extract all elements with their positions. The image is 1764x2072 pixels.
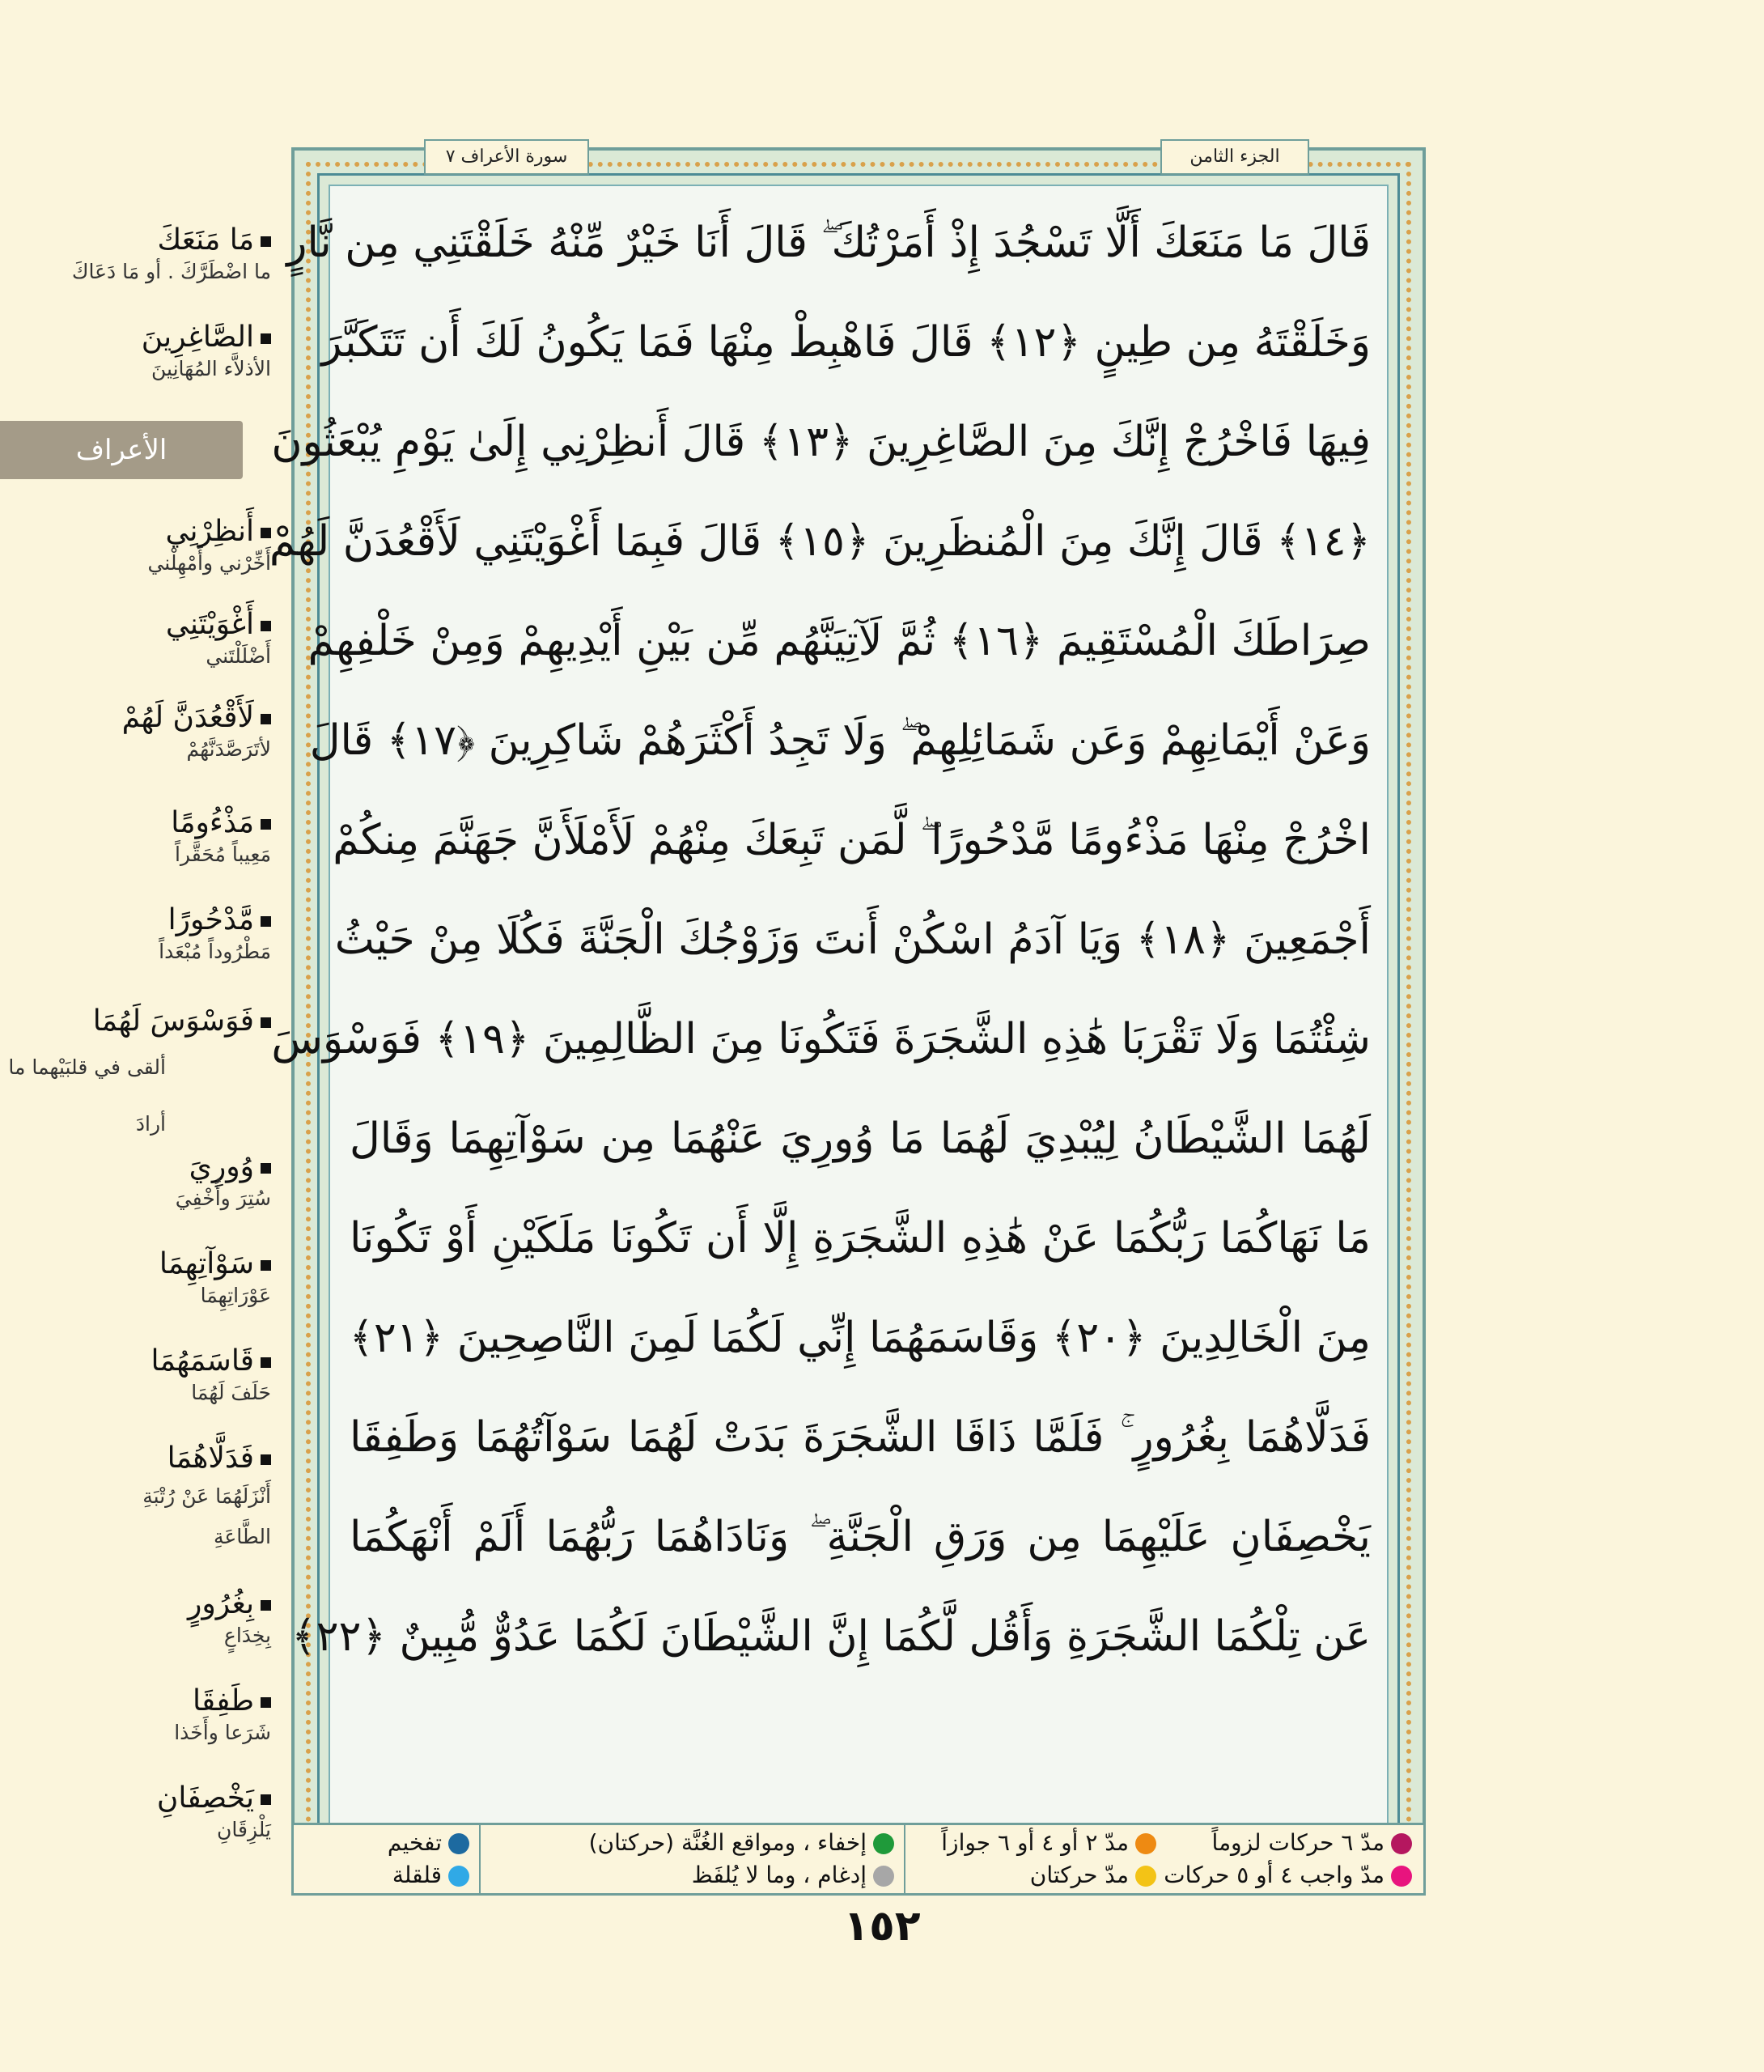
bullet-square-icon bbox=[261, 621, 271, 631]
surah-header: سورة الأعراف ٧ bbox=[424, 139, 589, 175]
quran-line: فِيهَا فَاخْرُجْ إِنَّكَ مِنَ الصَّاغِرِينَ ﴿١٣﴾ قَالَ أَنظِرْنِي إِلَىٰ يَوْمِ يُبْعَثُونَ bbox=[271, 418, 1371, 466]
glossary-item bbox=[4, 223, 271, 286]
legend-column-tafkheem bbox=[294, 1825, 481, 1893]
glossary-word: طَفِقَا bbox=[4, 1684, 271, 1719]
glossary-meaning: ألقى في قلبَيْهما ما أرادَ bbox=[8, 1055, 166, 1136]
quran-line: قَالَ مَا مَنَعَكَ أَلَّا تَسْجُدَ إِذْ أَمَرْتُكَ ۖ قَالَ أَنَا خَيْرٌ مِّنْهُ خَلَقْتَنِي مِن نَّارٍ bbox=[286, 219, 1371, 267]
quran-line: اخْرُجْ مِنْهَا مَذْءُومًا مَّدْحُورًا ۖ لَّمَن تَبِعَكَ مِنْهُمْ لَأَمْلَأَنَّ جَهَنَّمَ مِنكُمْ bbox=[333, 816, 1371, 864]
bullet-square-icon bbox=[261, 1794, 271, 1805]
color-dot-icon bbox=[873, 1833, 894, 1854]
bullet-square-icon bbox=[261, 1357, 271, 1368]
glossary-word: الصَّاغِرِينَ bbox=[4, 320, 271, 355]
bullet-square-icon bbox=[261, 1163, 271, 1174]
glossary-meaning: أَخِّرْني وأَمْهِلْني bbox=[147, 551, 271, 575]
glossary-word: أَغْوَيْتَنِي bbox=[4, 607, 271, 643]
color-dot-icon bbox=[448, 1833, 469, 1854]
glossary-meaning: بِخِدَاعٍ bbox=[223, 1624, 271, 1647]
legend-item: مدّ ٢ أو ٤ أو ٦ جوازاً bbox=[941, 1827, 1156, 1859]
color-dot-icon bbox=[873, 1866, 894, 1887]
bullet-square-icon bbox=[261, 1454, 271, 1465]
quran-line: فَدَلَّاهُمَا بِغُرُورٍ ۚ فَلَمَّا ذَاقَا الشَّجَرَةَ بَدَتْ لَهُمَا سَوْآتُهُمَا وَطَفِقَا bbox=[350, 1413, 1371, 1462]
glossary-item bbox=[4, 320, 271, 383]
glossary-item bbox=[4, 1004, 271, 1153]
juz-header: الجزء الثامن bbox=[1160, 139, 1309, 175]
glossary-item bbox=[4, 1441, 271, 1557]
glossary-meaning: أَنْزَلَهُمَا عَنْ رُتْبَةِ الطَّاعَةِ bbox=[142, 1484, 271, 1548]
quran-line: وَخَلَقْتَهُ مِن طِينٍ ﴿١٢﴾ قَالَ فَاهْبِطْ مِنْهَا فَمَا يَكُونُ لَكَ أَن تَتَكَبَّرَ bbox=[321, 318, 1371, 367]
bullet-square-icon bbox=[261, 916, 271, 927]
glossary-item bbox=[4, 1149, 271, 1212]
glossary-meaning: ما اضْطَرَّكَ . أو مَا دَعَاكَ bbox=[71, 260, 271, 283]
page-number: ١٥٢ bbox=[843, 1902, 921, 1951]
glossary-item bbox=[4, 607, 271, 670]
glossary-meaning: أَضْلَلْتَني bbox=[206, 644, 271, 668]
glossary-word: مَذْءُومًا bbox=[4, 805, 271, 841]
glossary-meaning: حَلَفَ لَهُمَا bbox=[191, 1381, 271, 1404]
glossary-item bbox=[4, 700, 271, 763]
quran-line: مَا نَهَاكُمَا رَبُّكُمَا عَنْ هَٰذِهِ الشَّجَرَةِ إِلَّا أَن تَكُونَا مَلَكَيْنِ أَوْ تَكُونَا bbox=[350, 1214, 1371, 1263]
quran-line: يَخْصِفَانِ عَلَيْهِمَا مِن وَرَقِ الْجَنَّةِ ۖ وَنَادَاهُمَا رَبُّهُمَا أَلَمْ أَنْهَكُمَا bbox=[350, 1513, 1371, 1561]
glossary-word: وُورِيَ bbox=[4, 1149, 271, 1185]
legend-item: مدّ حركتان bbox=[1030, 1859, 1156, 1892]
glossary-word: مَا مَنَعَكَ bbox=[4, 223, 271, 258]
glossary-item bbox=[4, 805, 271, 868]
bullet-square-icon bbox=[261, 1017, 271, 1028]
legend-column-madd bbox=[904, 1825, 1423, 1893]
bullet-square-icon bbox=[261, 1260, 271, 1271]
glossary-item bbox=[4, 902, 271, 966]
surah-name-tab: الأعراف bbox=[0, 421, 243, 479]
bullet-square-icon bbox=[261, 1600, 271, 1611]
glossary-meaning: سُتِرَ وأُخْفِيَ bbox=[175, 1187, 271, 1210]
legend-item: مدّ واجب ٤ أو ٥ حركات bbox=[1164, 1859, 1412, 1892]
bullet-square-icon bbox=[261, 819, 271, 830]
glossary-meaning: مَعِيباً مُحَقَّراً bbox=[174, 843, 271, 866]
color-dot-icon bbox=[448, 1866, 469, 1887]
glossary-meaning: عَوْرَاتِهِمَا bbox=[200, 1284, 271, 1307]
glossary-meaning: شَرَعا وأَخَذا bbox=[174, 1721, 271, 1744]
color-dot-icon bbox=[1135, 1866, 1156, 1887]
glossary-word: بِغُرُورٍ bbox=[4, 1586, 271, 1622]
color-dot-icon bbox=[1391, 1866, 1412, 1887]
legend-item: إدغام ، وما لا يُلفَظ bbox=[692, 1859, 894, 1892]
color-dot-icon bbox=[1391, 1833, 1412, 1854]
glossary-word: فَوَسْوَسَ لَهُمَا bbox=[4, 1004, 271, 1039]
glossary-word: قَاسَمَهُمَا bbox=[4, 1344, 271, 1379]
glossary-item bbox=[4, 1684, 271, 1747]
quran-line: أَجْمَعِينَ ﴿١٨﴾ وَيَا آدَمُ اسْكُنْ أَنتَ وَزَوْجُكَ الْجَنَّةَ فَكُلَا مِنْ حَيْثُ bbox=[334, 915, 1371, 964]
quran-line: عَن تِلْكُمَا الشَّجَرَةِ وَأَقُل لَّكُمَا إِنَّ الشَّيْطَانَ لَكُمَا عَدُوٌّ مُّبِينٌ ﴿٢٢﴾ bbox=[291, 1612, 1371, 1661]
bullet-square-icon bbox=[261, 236, 271, 247]
glossary-item bbox=[4, 1344, 271, 1407]
glossary-item bbox=[4, 514, 271, 577]
legend-item: تفخيم bbox=[388, 1827, 469, 1859]
legend-item: مدّ ٦ حركات لزوماً bbox=[1212, 1827, 1412, 1859]
glossary-word: لَأَقْعُدَنَّ لَهُمْ bbox=[4, 700, 271, 736]
quran-line: شِئْتُمَا وَلَا تَقْرَبَا هَٰذِهِ الشَّجَرَةَ فَتَكُونَا مِنَ الظَّالِمِينَ ﴿١٩﴾ فَوَسْوَسَ bbox=[271, 1015, 1371, 1064]
quran-line: وَعَنْ أَيْمَانِهِمْ وَعَن شَمَائِلِهِمْ ۖ وَلَا تَجِدُ أَكْثَرَهُمْ شَاكِرِينَ ﴿١٧﴾ قَالَ bbox=[309, 716, 1371, 765]
glossary-meaning: مَطْرُوداً مُبْعَداً bbox=[159, 940, 271, 963]
glossary-word: يَخْصِفَانِ bbox=[4, 1781, 271, 1816]
glossary-word: فَدَلَّاهُمَا bbox=[4, 1441, 271, 1476]
glossary-meaning: يَلْزِقَانِ bbox=[217, 1818, 271, 1841]
glossary-meaning: الأذلاَّء المُهَانِينَ bbox=[151, 357, 271, 380]
tajweed-legend bbox=[291, 1823, 1426, 1896]
quran-page-frame bbox=[269, 146, 1426, 1896]
legend-column-ghunna bbox=[479, 1825, 905, 1893]
bullet-square-icon bbox=[261, 1697, 271, 1708]
quran-line: صِرَاطَكَ الْمُسْتَقِيمَ ﴿١٦﴾ ثُمَّ لَآتِيَنَّهُم مِّن بَيْنِ أَيْدِيهِمْ وَمِنْ خَلْفِهِمْ bbox=[307, 617, 1371, 665]
glossary-item bbox=[4, 1246, 271, 1310]
color-dot-icon bbox=[1135, 1833, 1156, 1854]
glossary-word: أَنظِرْنِي bbox=[4, 514, 271, 550]
quran-text-area bbox=[269, 185, 1389, 1858]
glossary-item bbox=[4, 1586, 271, 1650]
glossary-meaning: لأتَرَصَّدَنَّهُمْ bbox=[186, 737, 271, 761]
legend-item: إخفاء ، ومواقع الغُنَّة (حركتان) bbox=[589, 1827, 894, 1859]
glossary-item bbox=[4, 1781, 271, 1844]
bullet-square-icon bbox=[261, 714, 271, 724]
quran-line: مِنَ الْخَالِدِينَ ﴿٢٠﴾ وَقَاسَمَهُمَا إِنِّي لَكُمَا لَمِنَ النَّاصِحِينَ ﴿٢١﴾ bbox=[349, 1314, 1371, 1362]
quran-line: ﴿١٤﴾ قَالَ إِنَّكَ مِنَ الْمُنظَرِينَ ﴿١٥﴾ قَالَ فَبِمَا أَغْوَيْتَنِي لَأَقْعُدَنَّ لَهُمْ bbox=[269, 517, 1371, 566]
glossary-word: سَوْآتِهِمَا bbox=[4, 1246, 271, 1282]
glossary-word: مَّدْحُورًا bbox=[4, 902, 271, 938]
legend-item: قلقلة bbox=[392, 1859, 469, 1892]
quran-line: لَهُمَا الشَّيْطَانُ لِيُبْدِيَ لَهُمَا مَا وُورِيَ عَنْهُمَا مِن سَوْآتِهِمَا وَقَالَ bbox=[350, 1115, 1371, 1163]
bullet-square-icon bbox=[261, 333, 271, 344]
